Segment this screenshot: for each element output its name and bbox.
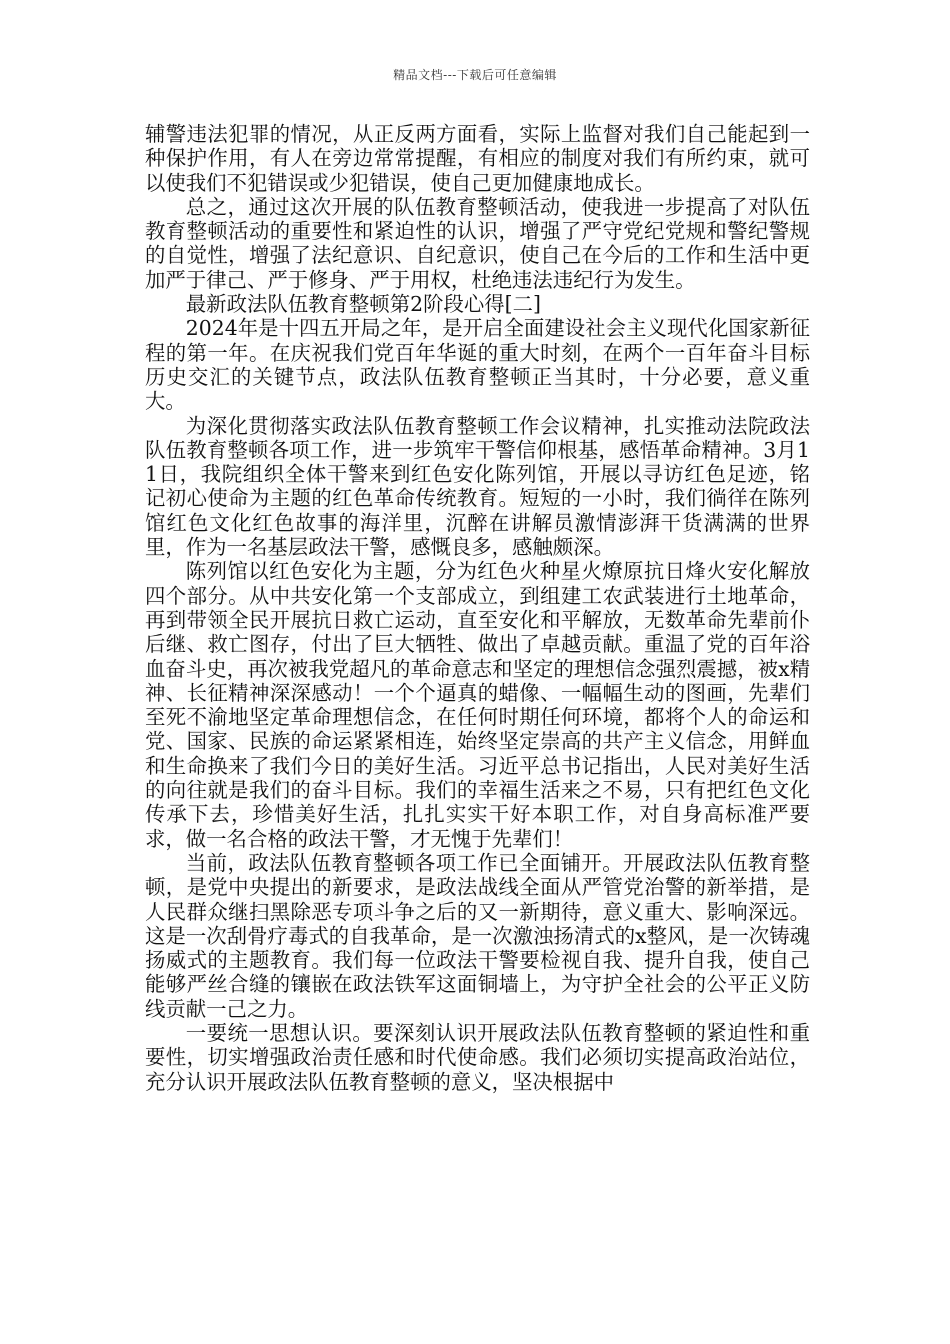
- section-title: 最新政法队伍教育整顿第2阶段心得[二]: [185, 292, 541, 317]
- paragraph-2: 总之，通过这次开展的队伍教育整顿活动，使我进一步提高了对队伍教育整顿活动的重要性和紧迫性的认识，增强了严守党纪党规和警纪警规的自觉性，增强了法纪意识、自纪意识，使自己在今后的工作和生活中更加严于律己、严于修身、严于用权，杜绝违法违纪行为发生。: [145, 194, 810, 292]
- paragraph-3: 2024年是十四五开局之年，是开启全面建设社会主义现代化国家新征程的第一年。在庆祝我们党百年华诞的重大时刻，在两个一百年奋斗目标历史交汇的关键节点，政法队伍教育整顿正当其时，十分必要，意义重大。: [145, 316, 810, 414]
- page-header: 精品文档---下载后可任意编辑: [393, 68, 557, 82]
- paragraph-7: 一要统一思想认识。要深刻认识开展政法队伍教育整顿的紧迫性和重要性，切实增强政治责任感和时代使命感。我们必须切实提高政治站位，充分认识开展政法队伍教育整顿的意义，坚决根据中: [145, 1020, 810, 1094]
- paragraph-6: 当前，政法队伍教育整顿各项工作已全面铺开。开展政法队伍教育整顿，是党中央提出的新要求，是政法战线全面从严管党治警的新举措，是人民群众继扫黑除恶专项斗争之后的又一新期待，意义重大、影响深远。这是一次刮骨疗毒式的自我革命，是一次激浊扬清式的x整风，是一次铸魂扬威式的主题教育。我们每一位政法干警要检视自我、提升自我，使自己能够严丝合缝的镶嵌在政法铁军这面铜墙上，为守护全社会的公平正义防线贡献一己之力。: [145, 850, 810, 1021]
- paragraph-5: 陈列馆以红色安化为主题，分为红色火种星火燎原抗日烽火安化解放四个部分。从中共安化第一个支部成立，到组建工农武装进行土地革命，再到带领全民开展抗日救亡运动，直至安化和平解放，无数革命先辈前仆后继、救亡图存，付出了巨大牺牲、做出了卓越贡献。重温了党的百年浴血奋斗史，再次被我党超凡的革命意志和坚定的理想信念强烈震撼，被x精神、长征精神深深感动！一个个逼真的蜡像、一幅幅生动的图画，先辈们至死不渝地坚定革命理想信念，在任何时期任何环境，都将个人的命运和党、国家、民族的命运紧紧相连，始终坚定崇高的共产主义信念，用鲜血和生命换来了我们今日的美好生活。习近平总书记指出，人民对美好生活的向往就是我们的奋斗目标。我们的幸福生活来之不易，只有把红色文化传承下去，珍惜美好生活，扎扎实实干好本职工作，对自身高标准严要求，做一名合格的政法干警，才无愧于先辈们！: [145, 559, 810, 851]
- document-body: [145, 122, 810, 1094]
- paragraph-4: 为深化贯彻落实政法队伍教育整顿工作会议精神，扎实推动法院政法队伍教育整顿各项工作，进一步筑牢干警信仰根基，感悟革命精神。3月11日，我院组织全体干警来到红色安化陈列馆，开展以寻访红色足迹，铭记初心使命为主题的红色革命传统教育。短短的一小时，我们徜徉在陈列馆红色文化红色故事的海洋里，沉醉在讲解员激情澎湃干货满满的世界里，作为一名基层政法干警，感慨良多，感触颇深。: [145, 413, 810, 560]
- paragraph-1: 辅警违法犯罪的情况，从正反两方面看，实际上监督对我们自己能起到一种保护作用，有人在旁边常常提醒，有相应的制度对我们有所约束，就可以使我们不犯错误或少犯错误，使自己更加健康地成长。: [145, 122, 810, 195]
